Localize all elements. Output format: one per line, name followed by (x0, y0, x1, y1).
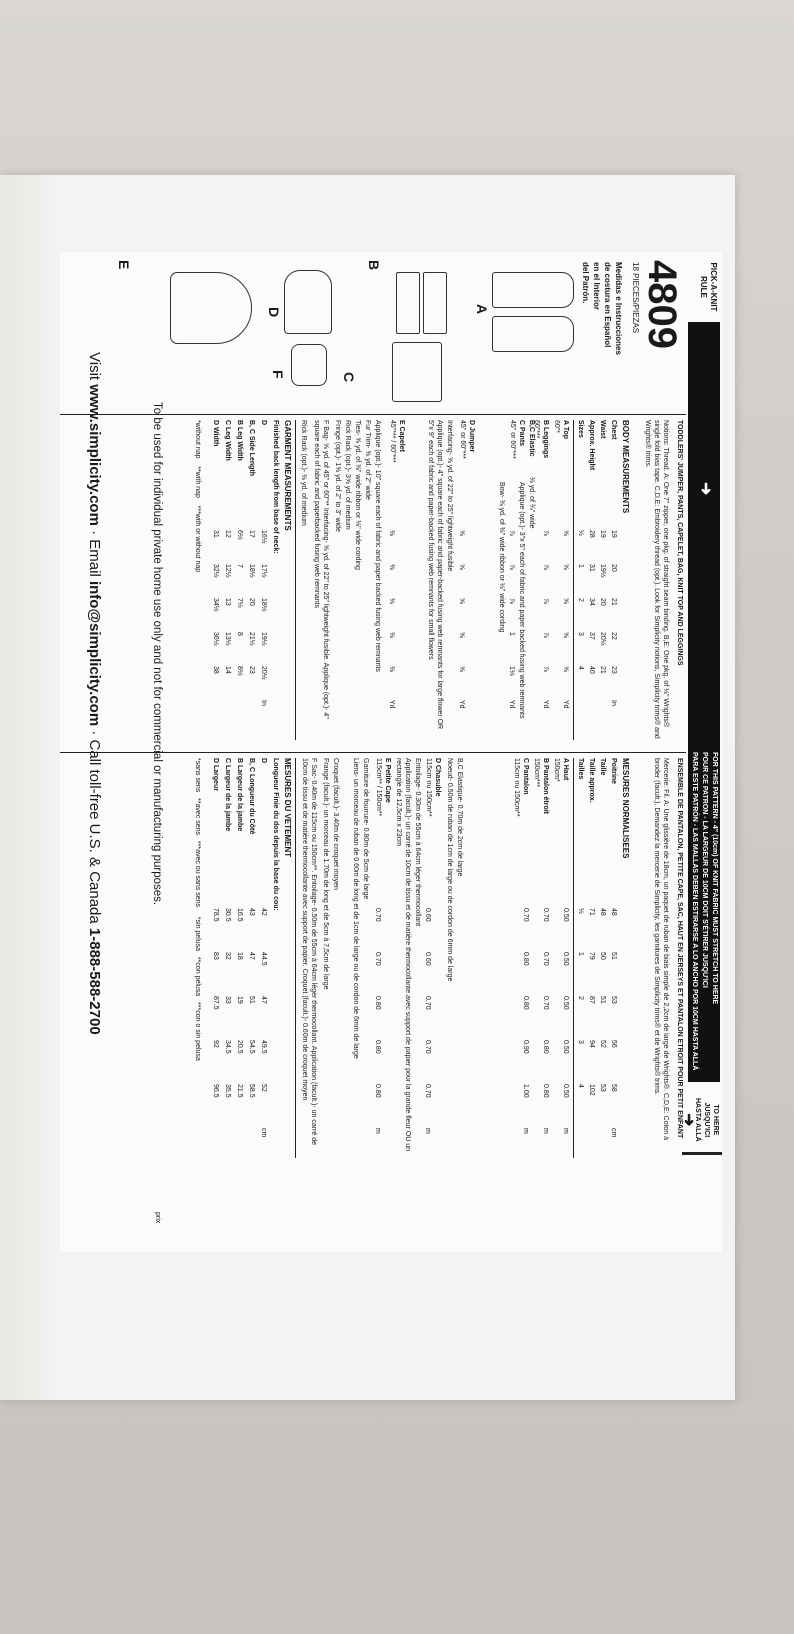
table-cell: 3 (577, 632, 584, 636)
table-cell: ⅝ (562, 530, 569, 536)
table-cell: 31 (588, 564, 595, 572)
table-row-sublabel: 115cm ou 150cm** (513, 758, 520, 817)
table-cell: ⅝ (458, 564, 465, 570)
spanish-note-line: Medidas e Instrucciones (614, 262, 623, 355)
french-mercerie: Mercerie: Fil. A: Une glissière de 18cm, un paquet de ruban de biais simple de 2,2cm de large de Wrights®. C,D,E: Coton à broder (facult.). Demandez la mercerie de Simplicity, les garnitures de Simplicity trims® et de Wrights® trims. (653, 758, 669, 1141)
french-longueur: Longueur Finie du dos depuis la base du cou: (272, 758, 279, 911)
table-unit: In (610, 700, 617, 706)
table-row-label: B, C Longueur du Côté (248, 758, 255, 835)
brand-label (698, 258, 718, 316)
table-cell: 53 (610, 996, 617, 1004)
banner-text-fr: POUR CE PATRON - LA LARGEUR DE 10CM DOIT S'ÉTIRER JUSQU'ICI (701, 752, 708, 988)
footnote: ***avec ou sans sens (194, 840, 201, 908)
table-cell: 19½ (599, 564, 606, 578)
table-cell: 34 (588, 598, 595, 606)
table-row-label: E Capelet (398, 420, 405, 452)
table-cell: 1.00 (522, 1084, 529, 1098)
table-cell: 37 (588, 632, 595, 640)
table-cell: ⅝ (562, 598, 569, 604)
table-row-sublabel: 45" or 60"*** (509, 420, 516, 459)
table-cell: 2 (577, 598, 584, 602)
table-row-label: C Leg Width (224, 420, 231, 461)
table-row-sublabel: 115cm** / 150cm** (375, 758, 382, 817)
brand-line1: PICK-A-KNIT (709, 262, 718, 312)
table-cell: ⅜ (388, 530, 395, 536)
table-cell: 40 (588, 666, 595, 674)
french-mesures-vetement-heading: MESURES DU VETEMENT (283, 758, 292, 858)
table-cell: 6½ (236, 530, 243, 540)
table-cell: 1 (508, 632, 515, 636)
table-unit: cm (260, 1128, 267, 1138)
table-cell: ⅞ (542, 666, 549, 672)
email-link[interactable]: info@simplicity.com (86, 580, 103, 727)
spanish-note-line: de costura en Español (603, 262, 612, 348)
table-cell: 51 (248, 996, 255, 1004)
table-cell: 50 (599, 952, 606, 960)
call-prefix: · Call toll-free U.S. & Canada (86, 726, 103, 928)
table-cell: 71 (588, 908, 595, 916)
view-label-f: F (270, 370, 286, 379)
table-cell: 78.5 (212, 908, 219, 922)
table-cell: 17 (248, 530, 255, 538)
table-cell: 13½ (224, 632, 231, 646)
table-unit: m (374, 1128, 381, 1134)
table-row-label: Poitrine (610, 758, 617, 785)
table-cell: ⅝ (458, 632, 465, 638)
pattern-number: 4809 (640, 260, 684, 349)
table-cell: 0.70 (542, 996, 549, 1010)
table-row-label: Waist (599, 420, 606, 439)
table-cell: 36½ (212, 632, 219, 646)
table-cell: ⅞ (508, 564, 515, 570)
table-unit: Yd (508, 700, 515, 709)
french-garniture: Garniture de fourrure- 0.80m de 5cm de large (362, 758, 369, 900)
table-cell: 0.50 (562, 952, 569, 966)
table-cell: 48 (610, 908, 617, 916)
table-rule (573, 758, 574, 1158)
table-cell: 83 (212, 952, 219, 960)
table-cell: 22 (610, 632, 617, 640)
table-row-sublabel: 45"*** / 60"*** (389, 420, 396, 463)
english-rick-rack-e: Rick Rack (opt.)- 3⅝ yd. of medium (344, 420, 351, 530)
table-row-label: B Largeur de la jambe (236, 758, 243, 832)
table-cell: ⅝ (458, 666, 465, 672)
table-cell: 19 (236, 996, 243, 1004)
brand-line2: RULE (699, 276, 708, 298)
french-liens: Liens- un morceau de ruban de 0.60m de long et de 1cm de large ou de cordon de 6mm de large (352, 758, 359, 1059)
target-fr: JUSQU'ICI (703, 1102, 710, 1138)
table-cell: 49.5 (260, 1040, 267, 1054)
contact-line (86, 352, 103, 1035)
view-label-a: A (474, 304, 490, 315)
table-cell: 18 (236, 952, 243, 960)
view-label-e: E (116, 260, 132, 270)
table-unit: cm (610, 1128, 617, 1138)
table-cell: 58.5 (248, 1084, 255, 1098)
spanish-note-line: en el Interior (592, 262, 601, 311)
table-cell: 92 (212, 1040, 219, 1048)
table-cell: 56 (610, 1040, 617, 1048)
table-cell: 0.80 (522, 996, 529, 1010)
table-row-label: Taille approx. (588, 758, 595, 803)
french-entoilage-d: Entoilage- 0.30m de 55cm à 64cm léger thermocollant (414, 758, 421, 927)
table-cell: ⅞ (542, 598, 549, 604)
table-cell: 34.5 (224, 1040, 231, 1054)
table-cell: ⅞ (542, 530, 549, 536)
table-cell: 20½ (260, 666, 267, 680)
english-bag-f: F Bag- ⅝ yd. of 45" or 60"** Interfacing- ⅝ yd. of 22" to 25" lightweight fusible. Applique (opt.)- 4" square each of fabric and paperbacked fusing web remnants (313, 420, 329, 719)
table-cell: 19 (599, 530, 606, 538)
table-row-sublabel: 150cm* (553, 758, 560, 782)
table-cell: 20 (599, 598, 606, 606)
table-cell: 54.5 (248, 1040, 255, 1054)
table-cell: ⅝ (458, 598, 465, 604)
french-sac: F Sac- 0.40m de 115cm ou 150cm**. Entoilage- 0.50m de 55cm à 64cm léger thermocollant. Application (facult.)- un carré de 10cm de tissu et de matière thermocollante avec support de papier. Croquet (facult.)- 0.60m de croquet moyen (301, 758, 317, 1146)
arrow-right-icon: ➜ (697, 482, 714, 496)
table-cell: 51 (610, 952, 617, 960)
table-row-label: D (260, 758, 267, 764)
english-applique-c: Applique (opt.)- 3"x 5" each of fabric and paper backed fusing web remnants (518, 482, 525, 719)
contact-prefix: Visit (86, 352, 103, 385)
table-cell: 23 (248, 666, 255, 674)
table-cell: 20½ (599, 632, 606, 646)
table-cell: ⅜ (388, 598, 395, 604)
table-unit: m (562, 1128, 569, 1134)
table-cell: ⅝ (562, 632, 569, 638)
table-cell: 21.5 (236, 1084, 243, 1098)
table-row-label: D Largeur (212, 758, 219, 792)
table-row-label: C Largeur de la jambe (224, 758, 231, 832)
table-cell: 58 (610, 1084, 617, 1092)
table-row-label: B,C Elastic (528, 420, 535, 457)
english-ties: Ties- ⅝ yd. of ⅜" wide ribbon or ⅛" wide cording (354, 420, 361, 570)
table-cell: 19 (610, 530, 617, 538)
stretch-target (680, 1098, 720, 1142)
table-cell: 51 (599, 996, 606, 1004)
english-fringe: Fringe (opt.)- 1⅝ yd. of 2" to 3" wide (334, 420, 341, 532)
view-label-d: D (266, 307, 282, 318)
table-cell: 0.70 (542, 952, 549, 966)
table-cell: ⅝ (562, 666, 569, 672)
table-cell: 102 (588, 1084, 595, 1096)
table-row-label: B, C Side Length (248, 420, 255, 476)
table-cell: 35.5 (224, 1084, 231, 1098)
table-unit: Yd (458, 700, 465, 709)
english-rick-rack-f: Rick Rack (opt.)- ⅜ yd. of medium (300, 420, 307, 526)
table-row-label: C Pants (518, 420, 525, 447)
table-cell: ⅞ (542, 564, 549, 570)
email-prefix: · Email (86, 525, 103, 581)
view-e-capelet-sketch (170, 272, 252, 344)
table-cell: ⅞ (542, 632, 549, 638)
table-cell: 0.70 (374, 952, 381, 966)
table-cell: ⅞ (508, 598, 515, 604)
arrow-right-icon: ➜ (680, 1113, 697, 1127)
table-unit: m (424, 1128, 431, 1134)
table-row-label: A Top (562, 420, 569, 440)
table-cell: 8½ (236, 666, 243, 676)
table-cell: ⅜ (388, 666, 395, 672)
table-cell: 21 (610, 598, 617, 606)
view-d-jumper-sketch (284, 270, 332, 334)
view-label-c: C (341, 372, 357, 383)
footnote: **avec sens (194, 798, 201, 836)
table-cell: 32 (224, 952, 231, 960)
table-row-label: B Pantalon étroit (542, 758, 549, 815)
table-cell: 0.50 (562, 996, 569, 1010)
pattern-pieces: 18 PIECES/PIEZAS (631, 262, 640, 334)
table-unit: Yd (388, 700, 395, 709)
table-row-sublabel: 115cm ou 150cm** (425, 758, 432, 817)
table-cell: 32½ (212, 564, 219, 578)
table-cell: 0.80 (374, 1040, 381, 1054)
table-cell: 19½ (260, 632, 267, 646)
table-cell: 48 (599, 908, 606, 916)
pattern-back-panel (60, 252, 722, 1252)
phone-number: 1-888-588-2700 (86, 927, 103, 1035)
english-notions: Notions: Thread. A: One 7" zipper, one pkg. of straight seam binding. B,E: One pkg. of ½" Wrights® single fold bias tape. C,D,E: Embroidery thread (opt.). Look for Simplicity notions, Simplicity trims® and Wrights® trims. (644, 420, 669, 739)
table-row-sublabel: 150cm*** (533, 758, 540, 788)
footnote: **with nap (194, 466, 201, 498)
table-cell: 0.70 (424, 996, 431, 1010)
table-cell: 0.70 (522, 908, 529, 922)
french-footnotes (193, 758, 202, 1061)
table-cell: 87.5 (212, 996, 219, 1010)
table-cell: 1⅛ (508, 666, 515, 676)
table-cell: 34½ (212, 598, 219, 612)
table-cell: 47 (260, 996, 267, 1004)
table-cell: 7 (236, 564, 243, 568)
french-elastique: B,C Elastique- 0.70m de 2cm de large (456, 758, 463, 877)
table-row-label: Approx. Height (588, 420, 595, 471)
english-fur-trim: Fur Trim- ⅝ yd. of 2" wide (364, 420, 371, 500)
table-cell: 3 (577, 1040, 584, 1044)
french-mesures-heading: MESURES NORMALISEES (621, 758, 630, 859)
english-footnotes (193, 420, 202, 572)
table-cell: 0.70 (374, 908, 381, 922)
table-cell: 0.80 (522, 952, 529, 966)
view-c-pants-sketch (392, 342, 442, 402)
table-cell: 31 (212, 530, 219, 538)
table-cell: 96.5 (212, 1084, 219, 1098)
table-cell: 17½ (260, 564, 267, 578)
table-cell: 38 (212, 666, 219, 674)
table-row-sublabel: ⅜ yd. of ¾" wide (528, 477, 535, 529)
table-cell: 23 (610, 666, 617, 674)
table-cell: 52 (260, 1084, 267, 1092)
table-cell: ½ (577, 908, 584, 914)
table-row-label: D Chasuble (434, 758, 441, 797)
table-row-sublabel: 60"* (553, 420, 560, 433)
table-row-label: Chest (610, 420, 617, 440)
english-bow: Bow- ⅜ yd. of ⅜" wide ribbon or ⅛" wide cording (498, 482, 505, 633)
table-rule (295, 758, 296, 1158)
table-cell: ⅝ (562, 564, 569, 570)
table-cell: 18½ (260, 598, 267, 612)
table-cell: 0.80 (542, 1084, 549, 1098)
table-cell: 42 (260, 908, 267, 916)
target-es: HASTA ALLÁ (694, 1098, 701, 1142)
stretch-end-line (682, 1152, 722, 1155)
table-cell: 21 (599, 666, 606, 674)
table-cell: 0.80 (374, 996, 381, 1010)
table-cell: 20 (248, 598, 255, 606)
table-unit: In (260, 700, 267, 706)
target-en: TO HERE (712, 1104, 719, 1136)
table-cell: 16.5 (236, 908, 243, 922)
footnote: **con pelusa (194, 956, 201, 997)
table-row-label: Tailles (577, 758, 584, 780)
website-link[interactable]: www.simplicity.com (86, 384, 103, 526)
english-interfacing-d: Interfacing- ⅝ yd. of 22" to 25" lightweight fusible (446, 420, 453, 572)
banner-text-en: FOR THIS PATTERN - 4" (10cm) OF KNIT FABRIC MUST STRETCH TO HERE (711, 752, 718, 1005)
table-cell: 0.70 (424, 1040, 431, 1054)
table-cell: 79 (588, 952, 595, 960)
table-cell: 0.60 (424, 908, 431, 922)
table-unit: m (542, 1128, 549, 1134)
table-cell: 20 (610, 564, 617, 572)
table-row-sublabel: 60"*** (533, 420, 540, 439)
english-body-measurements-heading: BODY MEASUREMENTS (621, 420, 630, 514)
spanish-note (580, 262, 624, 355)
french-frange: Frange (facult.)- un morceau de 1.70m de long et de 5cm à 7,5cm de large (322, 758, 329, 990)
table-cell: 16½ (260, 530, 267, 544)
table-cell: 0.80 (542, 1040, 549, 1054)
table-cell: 13 (224, 598, 231, 606)
table-row-label: D (260, 420, 267, 426)
table-cell: ⅞ (508, 530, 515, 536)
table-row-label: A Haut (562, 758, 569, 781)
table-row-sublabel: 45" or 60"*** (459, 420, 466, 459)
french-croquet: Croquet (facult.)- 3.40m de croquet moyen (332, 758, 339, 890)
table-cell: ⅜ (388, 564, 395, 570)
table-cell: 28 (588, 530, 595, 538)
english-title: TODDLERS' JUMPER, PANTS, CAPELET, BAG, KNIT TOP AND LEGGINGS (676, 420, 683, 666)
table-row-label: B Leg Width (236, 420, 243, 461)
view-label-b: B (366, 260, 382, 271)
table-cell: 4 (577, 1084, 584, 1088)
envelope-flap (0, 175, 55, 1400)
table-cell: 0.50 (562, 908, 569, 922)
table-row-label: C Pantalon (522, 758, 529, 795)
table-cell: 1 (577, 564, 584, 568)
table-cell: 7½ (236, 598, 243, 608)
table-cell: 12½ (224, 564, 231, 578)
table-row-label: D Width (212, 420, 219, 447)
table-cell: 4 (577, 666, 584, 670)
footnote: *without nap (194, 420, 201, 459)
table-cell: 30.5 (224, 908, 231, 922)
table-cell: 0.50 (562, 1040, 569, 1054)
table-cell: ⅜ (388, 632, 395, 638)
table-cell: 44.5 (260, 952, 267, 966)
banner-text-es: PARA ESTE PATRÓN - LAS MALLAS DEBEN ESTIRARSE A LO ANCHO POR 10CM HASTA ALLÁ (691, 752, 698, 1071)
table-rule (295, 420, 296, 740)
view-f-bag-sketch (291, 344, 327, 386)
table-cell: 47 (248, 952, 255, 960)
table-cell: 52 (599, 1040, 606, 1048)
table-cell: 12 (224, 530, 231, 538)
table-cell: 0.70 (542, 908, 549, 922)
french-application-d: Application (facult.)- un carré de 10cm de tissu et de matière thermocollante avec support de papier pour la grande fleur OU un rectangle de 12,5cm x 23cm (395, 758, 411, 1151)
table-row-label: Sizes (577, 420, 584, 438)
table-row-label: B Leggings (542, 420, 549, 459)
table-cell: 20.5 (236, 1040, 243, 1054)
table-row-label: D Jumper (468, 420, 475, 453)
table-cell: 2 (577, 996, 584, 1000)
footnote: *sin pelusa (194, 916, 201, 952)
french-noeud: Noeud- 0.50m de ruban de 1cm de large ou de cordon de 6mm de large (446, 758, 453, 982)
table-cell: 0.50 (562, 1084, 569, 1098)
table-cell: 1 (577, 952, 584, 956)
table-unit: Yd (562, 700, 569, 709)
table-rule (573, 420, 574, 740)
table-cell: 87 (588, 996, 595, 1004)
table-cell: 18½ (248, 564, 255, 578)
table-cell: 33 (224, 996, 231, 1004)
use-notice: To be used for individual private home use only and not for commercial or manufacturing purposes. (151, 402, 163, 906)
table-unit: m (522, 1128, 529, 1134)
view-a-top-sketch (492, 272, 574, 308)
table-cell: 53 (599, 1084, 606, 1092)
table-cell: 0.80 (374, 1084, 381, 1098)
view-b-leggings-sketch (423, 272, 447, 334)
footnote: ***with or without nap (194, 505, 201, 573)
english-garment-measurements-heading: GARMENT MEASUREMENTS (283, 420, 292, 531)
stretch-banner (688, 322, 720, 1082)
footnote: *sans sens (194, 758, 201, 793)
table-cell: 0.70 (424, 1084, 431, 1098)
footnote: ***con o sin pelusa (194, 1002, 201, 1061)
price-label: prix (154, 1212, 161, 1224)
pattern-back-panel-viewport (60, 252, 722, 1252)
table-cell: 14 (224, 666, 231, 674)
table-cell: 8 (236, 632, 243, 636)
table-cell: 94 (588, 1040, 595, 1048)
table-cell: 0.60 (424, 952, 431, 966)
english-finished-back: Finished back length from base of neck: (272, 420, 279, 554)
table-row-label: E Petite Cape (384, 758, 391, 803)
french-title: ENSEMBLE DE PANTALON, PETITE CAPE, SAC, HAUT EN JERSEYS ET PANTALON ETROIT POUR PETIT ENFANT (676, 758, 683, 1139)
english-applique-e: Applique (opt.)- 10" square each of fabric and paper backed fusing web remnants (374, 420, 381, 672)
table-cell: 0.90 (522, 1040, 529, 1054)
table-cell: ⅝ (458, 530, 465, 536)
table-cell: ½ (577, 530, 584, 536)
spanish-note-line: del Patrón. (581, 262, 590, 304)
table-cell: 21½ (248, 632, 255, 646)
english-applique-d: Applique (opt.)- 4" square each of fabric and paper-backed fusing web remnants for large flower OR 5"x 9" each of fabric and paper-backed fusing web remnants for small flowers (427, 420, 443, 730)
table-unit: Yd (542, 700, 549, 709)
table-row-label: Taille (599, 758, 606, 776)
view-a-top-sketch (492, 316, 574, 352)
view-b-leggings-sketch (396, 272, 420, 334)
table-cell: 43 (248, 908, 255, 916)
